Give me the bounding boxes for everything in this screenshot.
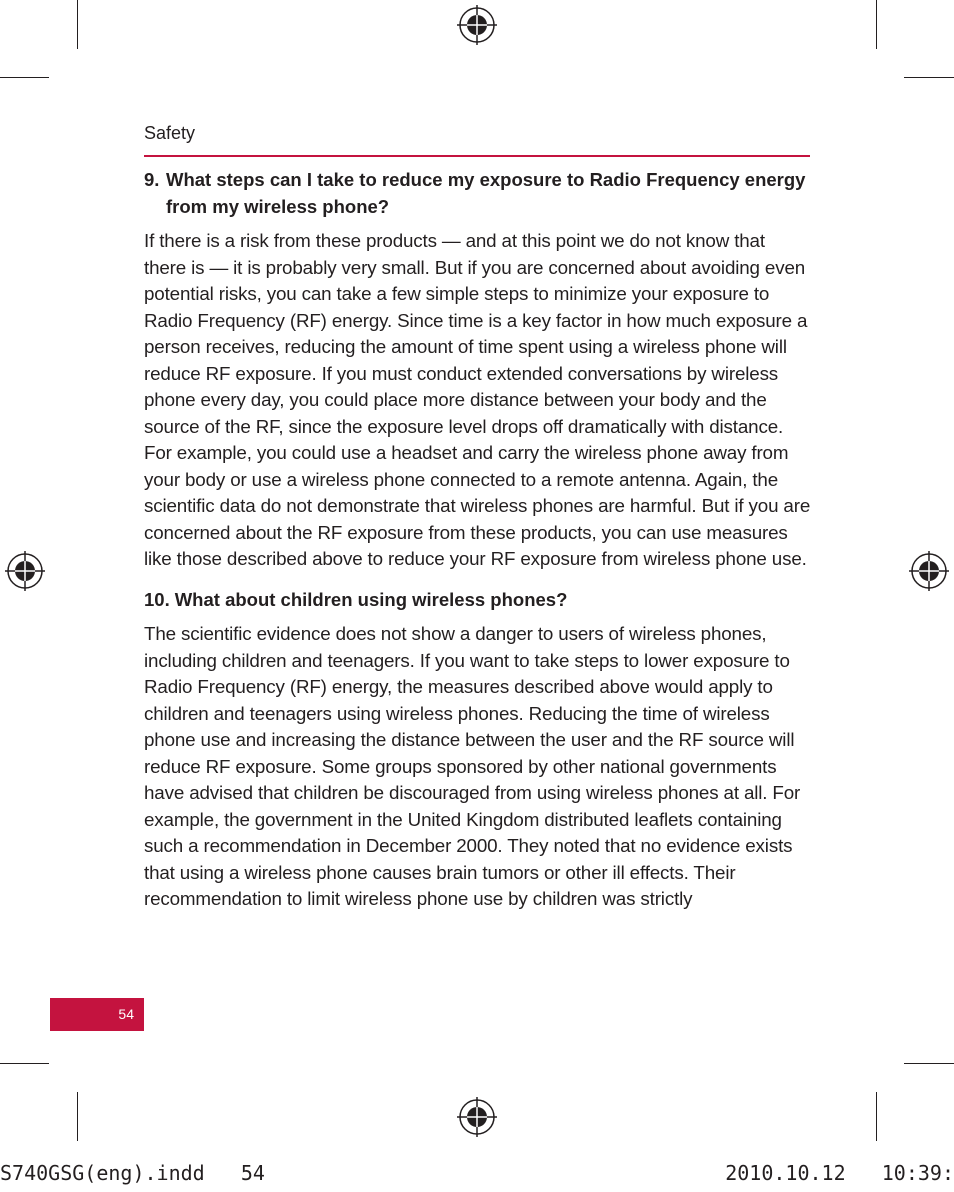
question-10-title: What about children using wireless phones? <box>174 588 568 610</box>
page-number-tab <box>50 998 144 1031</box>
crop-mark-bottom-left-horizontal <box>0 1063 49 1064</box>
crop-mark-bottom-left-vertical <box>77 1092 78 1141</box>
question-10-heading <box>144 587 812 614</box>
crop-mark-top-left-horizontal <box>0 77 49 78</box>
page-number: 54 <box>118 1006 134 1022</box>
question-9-title: What steps can I take to reduce my exposure to Radio Frequency energy from my wireless phone? <box>166 169 806 217</box>
registration-mark-icon <box>457 1097 497 1137</box>
slug-date-info: 2010.10.12 10:39: <box>725 1161 954 1185</box>
question-10-body: The scientific evidence does not show a danger to users of wireless phones, including children and teenagers. If you want to take steps to lower exposure to Radio Frequency (RF) energy, the measures described above would apply to children and teenagers using wireless phones. Reducing the time of wireless phone use and increasing the distance between the user and the RF source will reduce RF exposure. Some groups sponsored by other national governments have advised that children be discouraged from using wireless phones at all. For example, the government in the United Kingdom distributed leaflets containing such a recommendation in December 2000. They noted that no evidence exists that using a wireless phone causes brain tumors or other ill effects. Their recommendation to limit wireless phone use by children was strictly <box>144 623 801 909</box>
page-content <box>144 167 812 913</box>
registration-mark-icon <box>457 5 497 45</box>
question-10-number: 10. <box>144 588 170 610</box>
crop-mark-bottom-right-vertical <box>876 1092 877 1141</box>
question-9-heading <box>144 167 812 220</box>
crop-mark-bottom-right-horizontal <box>904 1063 954 1064</box>
crop-mark-top-left-vertical <box>77 0 78 49</box>
registration-mark-icon <box>5 551 45 591</box>
crop-mark-top-right-horizontal <box>904 77 954 78</box>
question-9-body: If there is a risk from these products — and at this point we do not know that there is — it is probably very small. But if you are concerned about avoiding even potential risks, you can take a few simple steps to minimize your exposure to Radio Frequency (RF) energy. Since time is a key factor in how much exposure a person receives, reducing the amount of time spent using a wireless phone will reduce RF exposure. If you must conduct extended conversations by wireless phone every day, you could place more distance between your body and the source of the RF, since the exposure level drops off dramatically with distance. For example, you could use a headset and carry the wireless phone away from your body or use a wireless phone connected to a remote antenna. Again, the scientific data do not demonstrate that wireless phones are harmful. But if you are concerned about the RF exposure from these products, you can use measures like those described above to reduce your RF exposure from wireless phone use. <box>144 230 811 569</box>
slug-file-info: S740GSG(eng).indd 54 <box>0 1161 265 1185</box>
section-title: Safety <box>144 123 196 143</box>
question-9-number: 9. <box>144 169 160 190</box>
registration-mark-icon <box>909 551 949 591</box>
crop-mark-top-right-vertical <box>876 0 877 49</box>
header-rule <box>144 155 810 157</box>
